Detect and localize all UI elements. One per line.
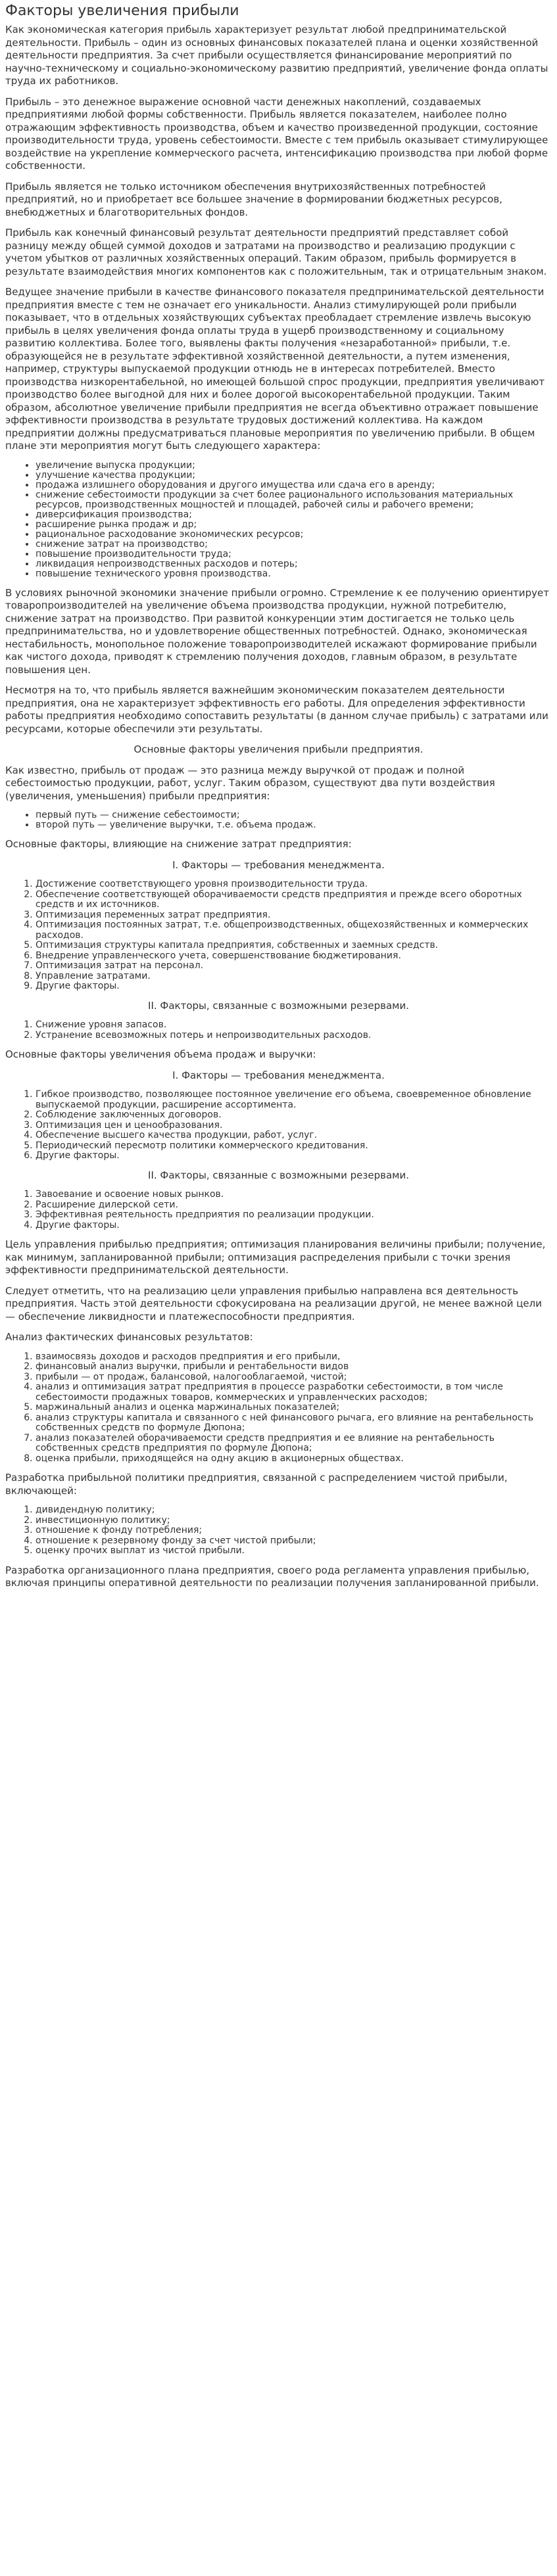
paragraph-intro: Как экономическая категория прибыль характеризует результат любой предпринимательской деятельности. Прибыль – один из основных финансовых показателей плана и оценки хозяйственной деятельности предприятия. За счет прибыли осуществляется финансирование мероприятий по научно-техническому и социально-экономическому развитию предприятий, увеличение фонда оплаты труда их работников. — [5, 24, 548, 87]
list-item: 7. анализ показателей оборачиваемости средств предприятия и ее влияние на рентабельность собственных средств предприятия по формуле Дюпона; — [36, 1434, 552, 1454]
list-item: 3. отношение к фонду потребления; — [36, 1526, 552, 1536]
paragraph-profit-policy: Разработка прибыльной политики предприятия, связанной с распределением чистой прибыли, включающей: — [5, 1472, 508, 1497]
list-profit-policy — [5, 1505, 552, 1557]
list-cost-reserve-factors — [5, 1020, 552, 1041]
heading-management-factors-2: I. Факторы — требования менеджмента. — [172, 1069, 385, 1081]
page-title: Факторы увеличения прибыли — [5, 3, 239, 19]
list-item: 1. Достижение соответствующего уровня производительности труда. — [36, 879, 552, 890]
list-item: • продажа излишнего оборудования и другого имущества или сдача его в аренду; — [36, 480, 552, 490]
paragraph-market-economy: В условиях рыночной экономики значение прибыли огромно. Стремление к ее получению ориентирует товаропроизводителей на увеличение объема производства продукции, нужной потребителю, снижение затрат на производство. При развитой конкуренции этим достигается не только цель предпринимательства, но и удовлетворение общественных потребностей. Однако, экономическая нестабильность, монопольное положение товаропроизводителей искажают формирование прибыли как чистого дохода, приводят к стремлению получения доходов, главным образом, в результате повышения цен. — [5, 586, 550, 676]
list-item: 2. инвестиционную политику; — [36, 1516, 552, 1526]
list-item: 4. Оптимизация постоянных затрат, т.е. общепроизводственных, общехозяйственных и коммерческих расходов. — [36, 920, 552, 941]
list-item: 1. Снижение уровня запасов. — [36, 1020, 552, 1031]
list-item: • рациональное расходование экономических ресурсов; — [36, 530, 552, 540]
list-profit-measures — [5, 461, 552, 579]
paragraph-analysis-heading: Анализ фактических финансовых результатов: — [5, 1331, 253, 1343]
paragraph-profit-source: Прибыль является не только источником обеспечения внутрихозяйственных потребностей предприятий, но и приобретает все большее значение в формировании бюджетных ресурсов, внебюджетных и благотворительных фондов. — [5, 180, 502, 218]
paragraph-management-goal: Цель управления прибылью предприятия; оптимизация планирования величины прибыли; получение, как минимум, запланированной прибыли; оптимизация распределения прибыли с точки зрения эффективности предпринимательской деятельности. — [5, 1238, 546, 1276]
paragraph-profit-definition: Прибыль – это денежное выражение основной части денежных накоплений, создаваемых предприятиями любой формы собственности. Прибыль является показателем, наиболее полно отражающим эффективность производства, объем и качество произведенной продукции, состояние производительности труда, уровень себестоимости. Вместе с тем прибыль оказывает стимулирующее воздействие на укрепление коммерческого расчета, интенсификацию производства при любой форме собственности. — [5, 95, 548, 172]
list-item: 9. Другие факторы. — [36, 981, 552, 992]
paragraph-sales-factors: Основные факторы увеличения объема продаж и выручки: — [5, 1048, 316, 1060]
list-item: 6. анализ структуры капитала и связанного с ней финансового рычага, его влияние на рентабельность собственных средств по формуле Дюпона; — [36, 1413, 552, 1434]
list-item: 1. Гибкое производство, позволяющее постоянное увеличение его объема, своевременное обновление выпускаемой продукции, расширение ассортимента. — [36, 1090, 552, 1110]
list-item: • улучшение качества продукции; — [36, 471, 552, 480]
list-cost-management-factors — [5, 879, 552, 992]
list-item: 2. Обеспечение соответствующей оборачиваемости средств предприятия и прежде всего оборотных средств и их источников. — [36, 890, 552, 910]
list-item: 1. дивидендную политику; — [36, 1505, 552, 1516]
list-item: • диверсификация производства; — [36, 510, 552, 520]
list-item: • снижение себестоимости продукции за счет более рационального использования материальных ресурсов, производственных мощностей и площадей, рабочей силы и рабочего времени; — [36, 490, 552, 510]
paragraph-final-result: Прибыль как конечный финансовый результат деятельности предприятий представляет собой разницу между общей суммой доходов и затратами на производство и реализацию продукции с учетом убытков от различных хозяйственных операций. Таким образом, прибыль формируется в результате взаимодействия многих компонентов как с положительным, так и отрицательным знаком. — [5, 227, 547, 277]
paragraph-efficiency: Несмотря на то, что прибыль является важнейшим экономическим показателем деятельности предприятия, она не характеризует эффективность его работы. Для определения эффективности работы предприятия необходимо сопоставить результаты (в данном случае прибыль) с затратами или ресурсами, которые обеспечили эти результаты. — [5, 684, 548, 735]
list-item: 1. взаимосвязь доходов и расходов предприятия и его прибыли, — [36, 1352, 552, 1363]
list-item: • повышение производительности труда; — [36, 550, 552, 559]
list-item: 4. анализ и оптимизация затрат предприятия в процессе разработки себестоимости, в том числе себестоимости продажных товаров, коммерческих и управленческих расходов; — [36, 1382, 552, 1403]
list-item: 2. Устранение всевозможных потерь и непроизводительных расходов. — [36, 1031, 552, 1041]
list-item: 3. Оптимизация цен и ценообразования. — [36, 1121, 552, 1131]
list-item: • первый путь — снижение себестоимости; — [36, 810, 552, 820]
list-two-ways — [5, 810, 552, 830]
list-item: 6. Внедрение управленческого учета, совершенствование бюджетирования. — [36, 951, 552, 962]
list-item: 2. финансовый анализ выручки, прибыли и рентабельности видов — [36, 1362, 552, 1372]
heading-management-factors-1: I. Факторы — требования менеджмента. — [172, 858, 385, 871]
list-item: • второй путь — увеличение выручки, т.е. объема продаж. — [36, 820, 552, 830]
heading-main-factors: Основные факторы увеличения прибыли предприятия. — [133, 743, 424, 755]
paragraph-profit-significance: Ведущее значение прибыли в качестве финансового показателя предпринимательской деятельности предприятия вместе с тем не означает его уникальности. Анализ стимулирующей роли прибыли показывает, что в отдельных хозяйствующих субъектах преобладает стремление извлечь высокую прибыль в целях увеличения фонда оплаты труда в ущерб производственному и социальному развитию коллектива. Более того, выявлены факты получения «незаработанной» прибыли, т.е. образующейся не в результате эффективной хозяйственной деятельности, а путем изменения, например, структуры выпускаемой продукции отнюдь не в интересах потребителей. Вместо производства низкорентабельной, но имеющей большой спрос продукции, предприятия увеличивают производство более выгодной для них и более дорогой высокорентабельной продукции. Таким образом, абсолютное увеличение прибыли предприятия не всегда объективно отражает повышение эффективности производства в результате трудовых достижений коллектива. На каждом предприятии должны предусматриваться плановые мероприятия по увеличению прибыли. В общем плане эти мероприятия могут быть следующего характера: — [5, 286, 545, 452]
list-item: 2. Соблюдение заключенных договоров. — [36, 1110, 552, 1121]
list-item: 5. оценку прочих выплат из чистой прибыли. — [36, 1546, 552, 1557]
list-item: • повышение технического уровня производства. — [36, 569, 552, 579]
list-item: • снижение затрат на производство; — [36, 540, 552, 550]
list-item: 8. Управление затратами. — [36, 972, 552, 982]
list-item: • расширение рынка продаж и др; — [36, 520, 552, 530]
list-item: 5. Оптимизация структуры капитала предприятия, собственных и заемных средств. — [36, 941, 552, 951]
list-item: 4. отношение к резервному фонду за счет чистой прибыли; — [36, 1536, 552, 1547]
list-item: 6. Другие факторы. — [36, 1151, 552, 1161]
list-item: 3. Эффективная реятельность предприятия по реализации продукции. — [36, 1210, 552, 1221]
list-sales-management-factors — [5, 1090, 552, 1161]
list-item: 2. Расширение дилерской сети. — [36, 1200, 552, 1211]
list-item: 4. Другие факторы. — [36, 1221, 552, 1231]
paragraph-cost-factors: Основные факторы, влияющие на снижение затрат предприятия: — [5, 838, 352, 850]
list-item: 7. Оптимизация затрат на персонал. — [36, 961, 552, 972]
list-item: 3. прибыли — от продаж, балансовой, налогооблагаемой, чистой; — [36, 1372, 552, 1383]
paragraph-sales-profit: Как известно, прибыль от продаж — это разница между выручкой от продаж и полной себестоимостью продукции, работ, услуг. Таким образом, существуют два пути воздействия (увеличения, уменьшения) прибыли предприятия: — [5, 764, 495, 802]
list-financial-analysis — [5, 1352, 552, 1464]
list-item: 3. Оптимизация переменных затрат предприятия. — [36, 910, 552, 921]
list-item: 5. маржинальный анализ и оценка маржинальных показателей; — [36, 1403, 552, 1413]
heading-reserve-factors-2: II. Факторы, связанные с возможными резервами. — [148, 1169, 409, 1181]
list-item: • ликвидация непроизводственных расходов и потерь; — [36, 559, 552, 569]
paragraph-organizational-plan: Разработка организационного плана предприятия, своего рода регламента управления прибылью, включая принципы оперативной деятельности по реализации получения запланированной прибыли. — [5, 1564, 539, 1589]
paragraph-liquidity: Следует отметить, что на реализацию цели управления прибылью направлена вся деятельность предприятия. Часть этой деятельности сфокусирована на реализации другой, не менее важной цели — обеспечение ликвидности и платежеспособности предприятия. — [5, 1284, 542, 1323]
list-item: 5. Периодический пересмотр политики коммерческого кредитования. — [36, 1141, 552, 1152]
list-sales-reserve-factors — [5, 1190, 552, 1230]
list-item: 8. оценка прибыли, приходящейся на одну акцию в акционерных обществах. — [36, 1454, 552, 1464]
list-item: • увеличение выпуска продукции; — [36, 461, 552, 471]
list-item: 4. Обеспечение высшего качества продукции, работ, услуг. — [36, 1131, 552, 1141]
list-item: 1. Завоевание и освоение новых рынков. — [36, 1190, 552, 1200]
heading-reserve-factors-1: II. Факторы, связанные с возможными резервами. — [148, 999, 409, 1012]
